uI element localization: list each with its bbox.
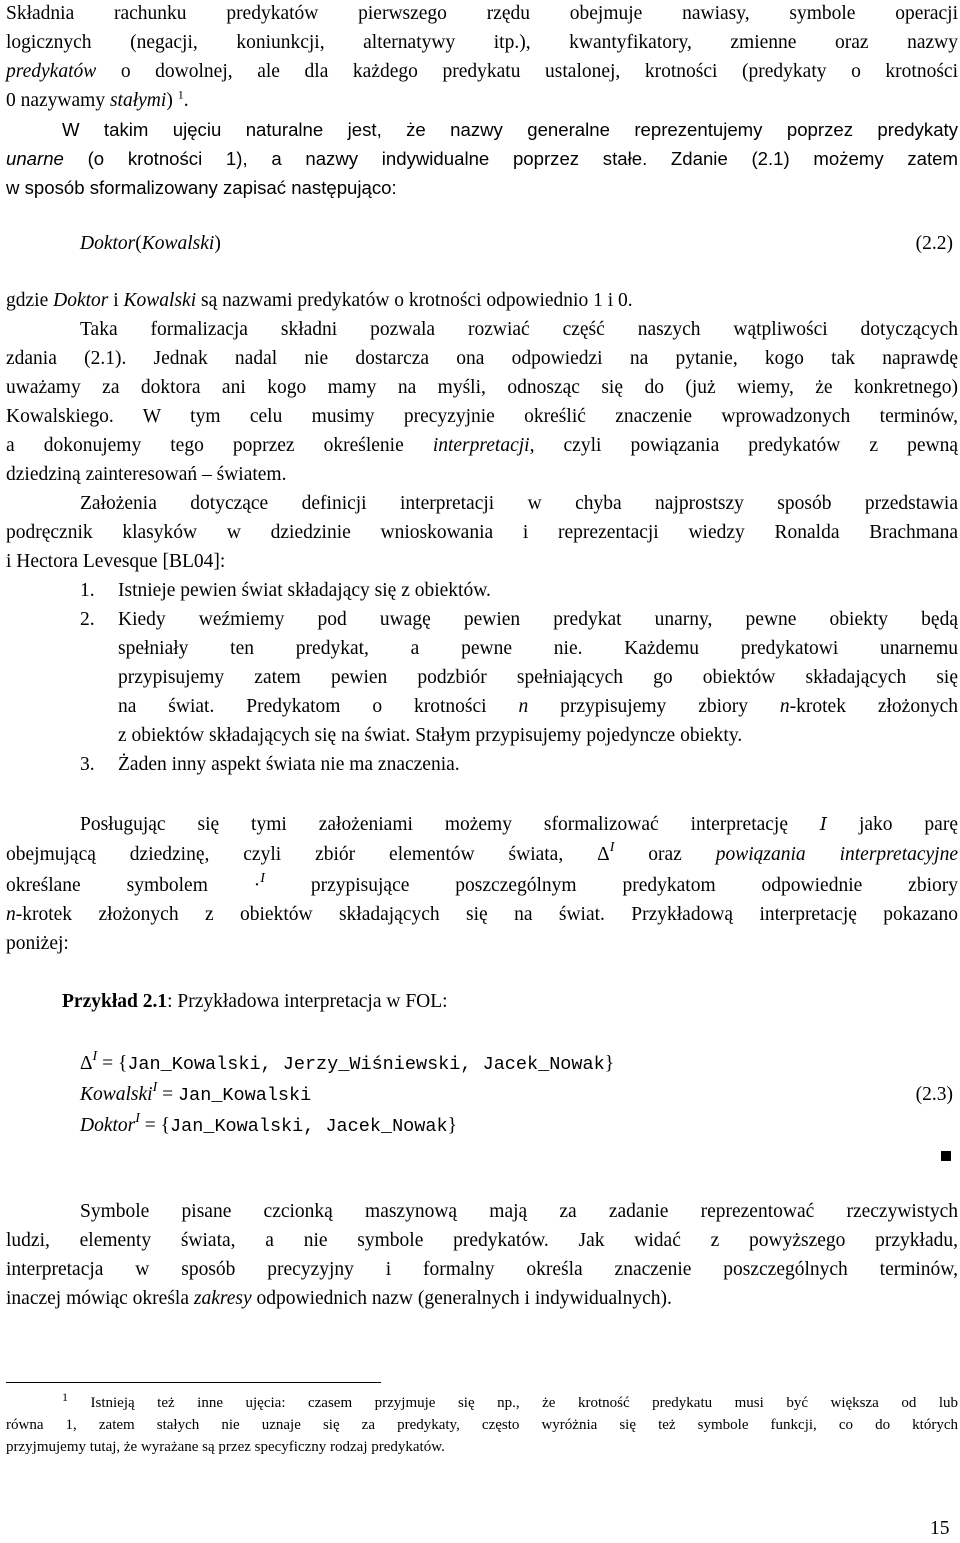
text: (2.3) [915,1084,953,1105]
paragraph-line [6,1284,672,1313]
paragraph-line [80,315,958,344]
interpretation-symbol: I [819,814,828,835]
delta-symbol: Δ [80,1053,93,1074]
text: przypisujemy zbiory [528,696,780,717]
text: gdzie [6,290,54,311]
italic-term: Doktor [53,290,109,311]
text: o dowolnej, ale dla każdego predykatu ustalonej, krotności (predykaty o krotności [96,61,958,82]
text: = { [97,1053,128,1074]
text: i Hectora Levesque [BL04]: [6,551,226,572]
paragraph-line [6,344,958,373]
text: W takim ujęciu naturalne jest, że nazwy generalne reprezentujemy poprzez predykaty [62,119,958,140]
text: na świat. Predykatom o krotności [118,696,519,717]
example-label: Przykład 2.1 [62,991,168,1012]
constant-set: Jan_Kowalski, Jerzy_Wiśniewski, Jacek_Nowak [127,1054,605,1075]
paragraph-line [6,871,958,902]
paragraph-line [6,929,69,958]
equation-number [916,1080,953,1109]
paragraph-line [6,173,397,202]
paragraph-line [80,1197,958,1226]
text: = { [139,1115,171,1136]
italic-term: zakresy [193,1288,252,1309]
paragraph-line [6,0,958,28]
constant-value: Jan_Kowalski [178,1085,312,1106]
interpretation-superscript: I [152,1080,158,1095]
text: poniżej: [6,933,69,954]
example-caption [62,987,448,1016]
paren: ( [135,233,142,254]
constant-name: Kowalski [80,1084,153,1105]
paragraph-line [6,286,633,315]
paragraph-line [6,460,286,489]
list-item-line [118,721,742,750]
text: określane symbolem [6,875,254,896]
italic-term: Kowalski [123,290,197,311]
text: } [604,1053,615,1074]
text: a dokonujemy tego poprzez określenie [6,435,433,456]
paragraph-line [6,1226,958,1255]
list-item-line [118,692,958,721]
italic-var: n [518,696,529,717]
text: Kowalskiego. W tym celu musimy precyzyjnie określić znaczenie wprowadzonych terminów, [6,406,958,427]
text: jako parę [827,814,958,835]
paragraph-line [6,518,958,547]
text: Założenia dotyczące definicji interpretacji w chyba najprostszy sposób przedstawia [80,493,958,514]
footnote-line [6,1415,958,1436]
text: z obiektów składających się na świat. Stałym przypisujemy pojedyncze obiekty. [118,725,743,746]
paragraph-line [80,489,958,518]
list-number [80,605,95,634]
text: (2.2) [915,233,953,254]
list-item-line [118,634,958,663]
list-item [118,576,491,605]
italic-term: interpretacji [432,435,530,456]
text: Żaden inny aspekt świata nie ma znaczenia. [118,754,460,775]
end-of-example-square-icon [941,1151,951,1161]
list-item-line [118,605,958,634]
paragraph-line [6,402,958,431]
constant-set: Jan_Kowalski, Jacek_Nowak [170,1116,448,1137]
text: } [447,1115,457,1136]
paragraph-line [6,28,958,57]
text: : Przykładowa interpretacja w FOL: [167,991,448,1012]
text: przypisujące poszczególnym predykatom odpowiednie zbiory [264,875,958,896]
equation-2-2 [80,229,221,258]
text: ludzi, elementy świata, a nie symbole predykatów. Jak widać z powyższego przykładu, [6,1230,958,1251]
interpretation-superscript: I [92,1049,98,1064]
text: 2. [80,609,95,630]
paragraph-line [6,86,189,115]
text: . [183,90,189,111]
paragraph-line [6,144,958,173]
interpretation-superscript: I [260,871,265,886]
paragraph-line [6,547,225,576]
page-number: 15 [930,1518,950,1539]
text: interpretacja w sposób precyzyjny i formalny określa znaczenie poszczególnych terminów, [6,1259,958,1280]
interpretation-superscript: I [135,1111,140,1126]
text: -krotek złożonych z obiektów składających się na świat. Przykładową interpretację pokazano [15,904,958,925]
text: spełniały ten predykat, a pewne nie. Każdemu predykatowi unarnemu [118,638,958,659]
text: , czyli powiązania predykatów z pewną [529,435,958,456]
footnote-divider [6,1382,381,1383]
footnote-line [6,1437,445,1458]
list-item-line [118,663,958,692]
text: 3. [80,754,95,775]
text: Istnieją też inne ujęcia: czasem przyjmuje się np., że krotność predykatu musi być większa od lub [68,1395,958,1411]
text: Taka formalizacja składni pozwala rozwiać część naszych wątpliwości dotyczących [80,319,958,340]
predicate-name: Doktor [80,233,136,254]
text: Istnieje pewien świat składający się z obiektów. [118,580,491,601]
text: inaczej mówiąc określa [6,1288,194,1309]
paragraph-line [6,373,958,402]
text: Kiedy weźmiemy pod uwagę pewien predykat unarny, pewne obiekty będą [118,609,958,630]
italic-term: unarne [6,148,64,169]
text: ) [166,90,178,111]
text: (o krotności 1), a nazwy indywidualne poprzez stałe. Zdanie (2.1) możemy zatem [63,148,958,169]
text: = [157,1084,179,1105]
paren: ) [214,233,221,254]
italic-var: n [6,904,16,925]
interpretation-superscript: I [609,840,615,855]
list-number [80,576,95,605]
list-number [80,750,95,779]
paragraph-line [6,900,958,929]
constant-name: Kowalski [141,233,215,254]
italic-term: stałymi [109,90,167,111]
text: -krotek złożonych [789,696,958,717]
list-item [118,750,460,779]
text: obejmującą dziedzinę, czyli zbiór elementów świata, [6,844,598,865]
italic-var: n [779,696,790,717]
text: 1. [80,580,95,601]
paragraph-line [6,1255,958,1284]
placeholder-dot: · [253,875,261,896]
delta-symbol: Δ [597,844,610,865]
paragraph-line [6,57,958,86]
text: przyjmujemy tutaj, że wyrażane są przez specyficzny rodzaj predykatów. [6,1439,445,1455]
text: Składnia rachunku predykatów pierwszego rzędu obejmuje nawiasy, symbole operacji [6,3,958,24]
predicate-name: Doktor [80,1115,136,1136]
text: 0 nazywamy [6,90,110,111]
text: równa 1, zatem stałych nie uznaje się za predykaty, często wyróżnia się też symbole funkcji, co do których [6,1417,958,1433]
text: w sposób sformalizowany zapisać następująco: [6,177,397,198]
text: Posługując się tymi założeniami możemy sformalizować interpretację [80,814,820,835]
paragraph-line [62,115,958,144]
formula-row [80,1080,311,1111]
text: uważamy za doktora ani kogo mamy na myśli, odnosząc się do (już wiemy, że konkretnego) [6,377,958,398]
paragraph-line [6,431,958,460]
italic-term: predykatów [6,61,97,82]
text: podręcznik klasyków w dziedzinie wnioskowania i reprezentacji wiedzy Ronalda Brachmana [6,522,958,543]
text: dziedziną zainteresowań – światem. [6,464,287,485]
text: oraz [614,844,716,865]
footnote-ref[interactable]: 1 [177,87,184,102]
paragraph-line [6,840,958,871]
footnote-mark: 1 [62,1390,68,1404]
text: i [108,290,124,311]
text: zdania (2.1). Jednak nadal nie dostarcza ona odpowiedzi na pytanie, kogo tak naprawdę [6,348,958,369]
footnote-line [62,1390,958,1414]
text: odpowiednich nazw (generalnych i indywidualnych). [251,1288,672,1309]
text: przypisujemy zatem pewien podzbiór spełniających go obiektów składających się [118,667,958,688]
formula-row [80,1049,614,1080]
italic-term: powiązania interpretacyjne [715,844,958,865]
equation-number [916,229,953,258]
text: logicznych (negacji, koniunkcji, alternatywy itp.), kwantyfikatory, zmienne oraz nazwy [6,32,958,53]
text: są nazwami predykatów o krotności odpowiednio 1 i 0. [196,290,633,311]
formula-row [80,1111,457,1142]
text: Symbole pisane czcionką maszynową mają za zadanie reprezentować rzeczywistych [80,1201,958,1222]
paragraph-line [80,810,958,839]
